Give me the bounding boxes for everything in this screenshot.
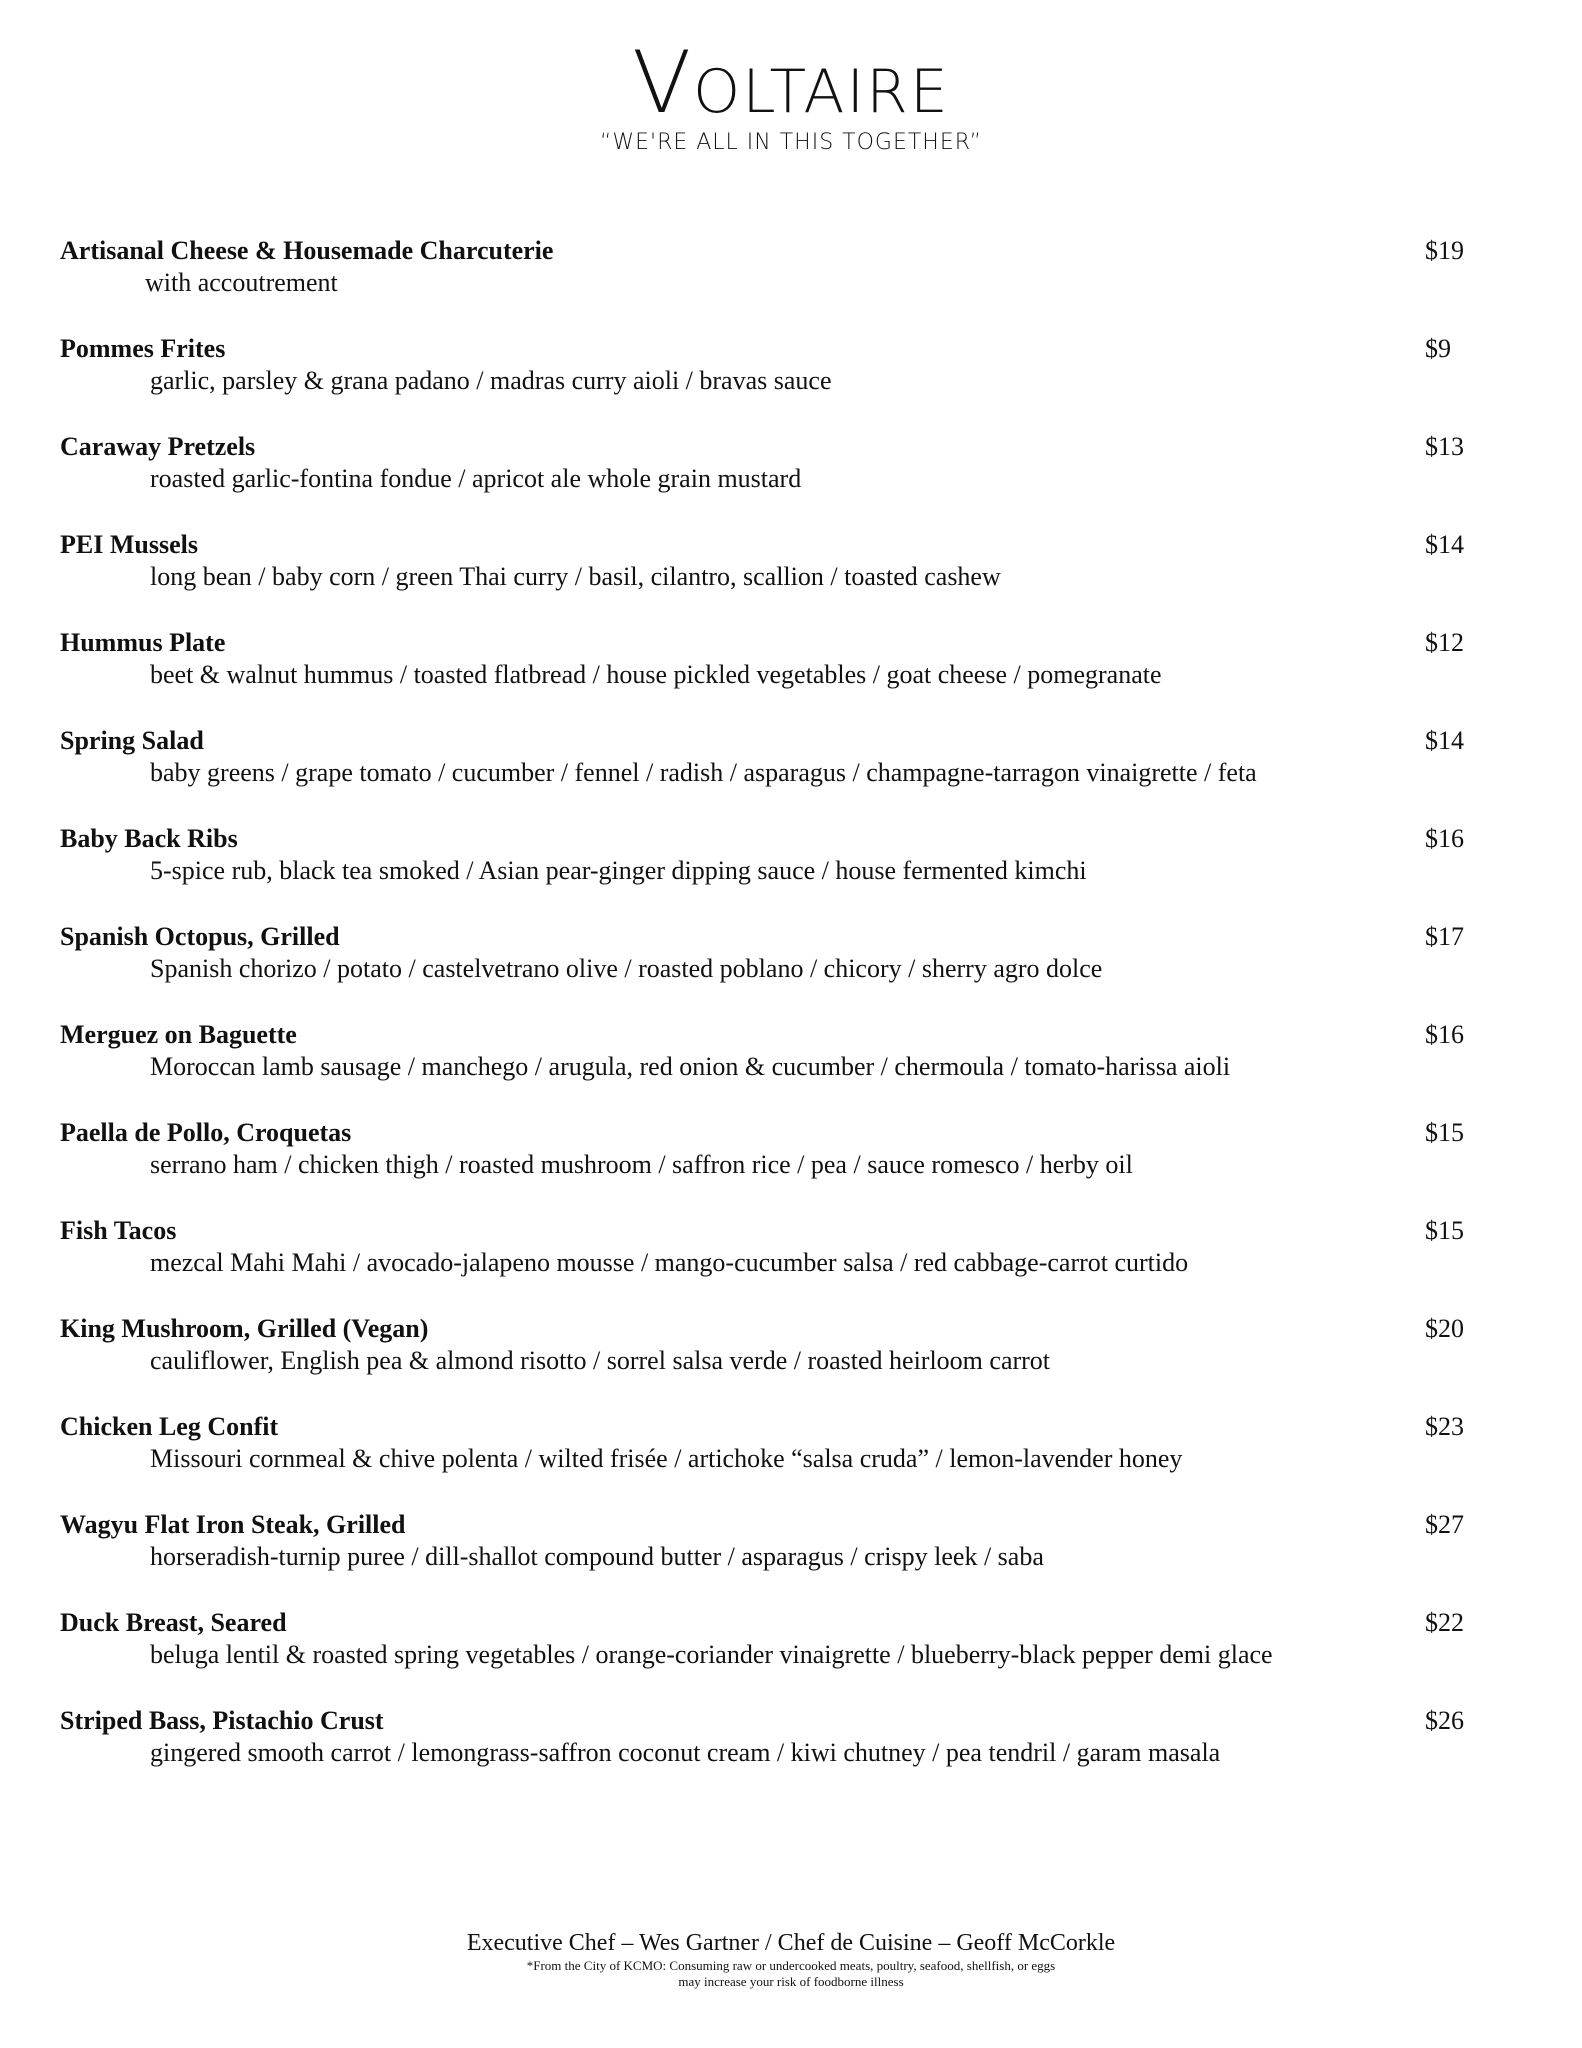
menu-item-price: $19 [1425,236,1464,265]
menu-item-description: roasted garlic-fontina fondue / apricot ale whole grain mustard [150,464,802,493]
menu-item [60,1117,1480,1215]
menu-item [60,1705,1480,1803]
menu-footer [0,1928,1582,1990]
menu-item [60,1411,1480,1509]
menu-item [60,1509,1480,1607]
menu-item-description: with accoutrement [145,268,338,297]
menu-item-description: baby greens / grape tomato / cucumber / fennel / radish / asparagus / champagne-tarragon vinaigrette / feta [150,758,1257,787]
menu-item-name: Merguez on Baguette [60,1020,297,1049]
menu-item-description: serrano ham / chicken thigh / roasted mushroom / saffron rice / pea / sauce romesco / herby oil [150,1150,1133,1179]
menu-item-description: mezcal Mahi Mahi / avocado-jalapeno mousse / mango-cucumber salsa / red cabbage-carrot curtido [150,1248,1189,1277]
health-notice-line-2: may increase your risk of foodborne illness [678,1974,904,1989]
menu-item-description: long bean / baby corn / green Thai curry / basil, cilantro, scallion / toasted cashew [150,562,1001,591]
menu-item-name: King Mushroom, Grilled (Vegan) [60,1314,429,1343]
menu-item-price: $23 [1425,1412,1464,1441]
menu-item [60,529,1480,627]
menu-item-price: $13 [1425,432,1464,461]
menu-item [60,431,1480,529]
menu-item [60,1313,1480,1411]
menu-item [60,627,1480,725]
menu-item-price: $14 [1425,726,1464,755]
menu-item [60,1607,1480,1705]
menu-item-price: $12 [1425,628,1464,657]
restaurant-tagline: “WE'RE ALL IN THIS TOGETHER” [599,130,983,155]
menu-item-description: garlic, parsley & grana padano / madras curry aioli / bravas sauce [150,366,832,395]
menu-item-name: Striped Bass, Pistachio Crust [60,1706,384,1735]
menu-item [60,333,1480,431]
menu-item-name: Paella de Pollo, Croquetas [60,1118,352,1147]
menu-item [60,921,1480,1019]
menu-item-name: Fish Tacos [60,1216,177,1245]
menu-item-price: $16 [1425,1020,1464,1049]
chef-credits: Executive Chef – Wes Gartner / Chef de Cuisine – Geoff McCorkle [466,1930,1116,1956]
menu-item-name: Duck Breast, Seared [60,1608,287,1637]
menu-item [60,725,1480,823]
menu-item-description: cauliflower, English pea & almond risotto / sorrel salsa verde / roasted heirloom carrot [150,1346,1051,1375]
menu-item-price: $26 [1425,1706,1464,1735]
menu-item [60,1019,1480,1117]
menu-item-name: Caraway Pretzels [60,432,256,461]
menu-item-name: Chicken Leg Confit [60,1412,279,1441]
health-notice-line-1: *From the City of KCMO: Consuming raw or undercooked meats, poultry, seafood, shellfish, or eggs [526,1958,1056,1973]
menu-item [60,823,1480,921]
menu-item-price: $20 [1425,1314,1464,1343]
menu-item-name: Pommes Frites [60,334,226,363]
menu-item-description: beluga lentil & roasted spring vegetables / orange-coriander vinaigrette / blueberry-black pepper demi glace [150,1640,1273,1669]
menu-item-name: Spanish Octopus, Grilled [60,922,340,951]
menu-item-description: horseradish-turnip puree / dill-shallot compound butter / asparagus / crispy leek / saba [150,1542,1044,1571]
menu-item-description: Missouri cornmeal & chive polenta / wilted frisée / artichoke “salsa cruda” / lemon-lavender honey [150,1444,1183,1473]
menu-item-name: Artisanal Cheese & Housemade Charcuterie [60,236,554,265]
menu-item-description: Spanish chorizo / potato / castelvetrano olive / roasted poblano / chicory / sherry agro dolce [150,954,1103,983]
menu-item-name: Baby Back Ribs [60,824,238,853]
menu-item-price: $9 [1425,334,1451,363]
menu-item-price: $16 [1425,824,1464,853]
menu-item-price: $22 [1425,1608,1464,1637]
menu-list [60,235,1480,1803]
menu-item-price: $15 [1425,1118,1464,1147]
menu-item-name: Wagyu Flat Iron Steak, Grilled [60,1510,406,1539]
menu-item-description: gingered smooth carrot / lemongrass-saffron coconut cream / kiwi chutney / pea tendril / garam masala [150,1738,1221,1767]
menu-item-price: $27 [1425,1510,1464,1539]
menu-item-description: beet & walnut hummus / toasted flatbread / house pickled vegetables / goat cheese / pomegranate [150,660,1162,689]
menu-item-price: $15 [1425,1216,1464,1245]
menu-item-description: Moroccan lamb sausage / manchego / arugula, red onion & cucumber / chermoula / tomato-harissa aioli [150,1052,1231,1081]
menu-item-price: $14 [1425,530,1464,559]
menu-item [60,235,1480,333]
menu-item-name: PEI Mussels [60,530,198,559]
menu-header [0,33,1582,155]
restaurant-title: Voltaire [632,33,950,133]
menu-item-name: Hummus Plate [60,628,226,657]
menu-item-name: Spring Salad [60,726,204,755]
menu-item [60,1215,1480,1313]
menu-item-price: $17 [1425,922,1464,951]
menu-item-description: 5-spice rub, black tea smoked / Asian pear-ginger dipping sauce / house fermented kimchi [150,856,1087,885]
